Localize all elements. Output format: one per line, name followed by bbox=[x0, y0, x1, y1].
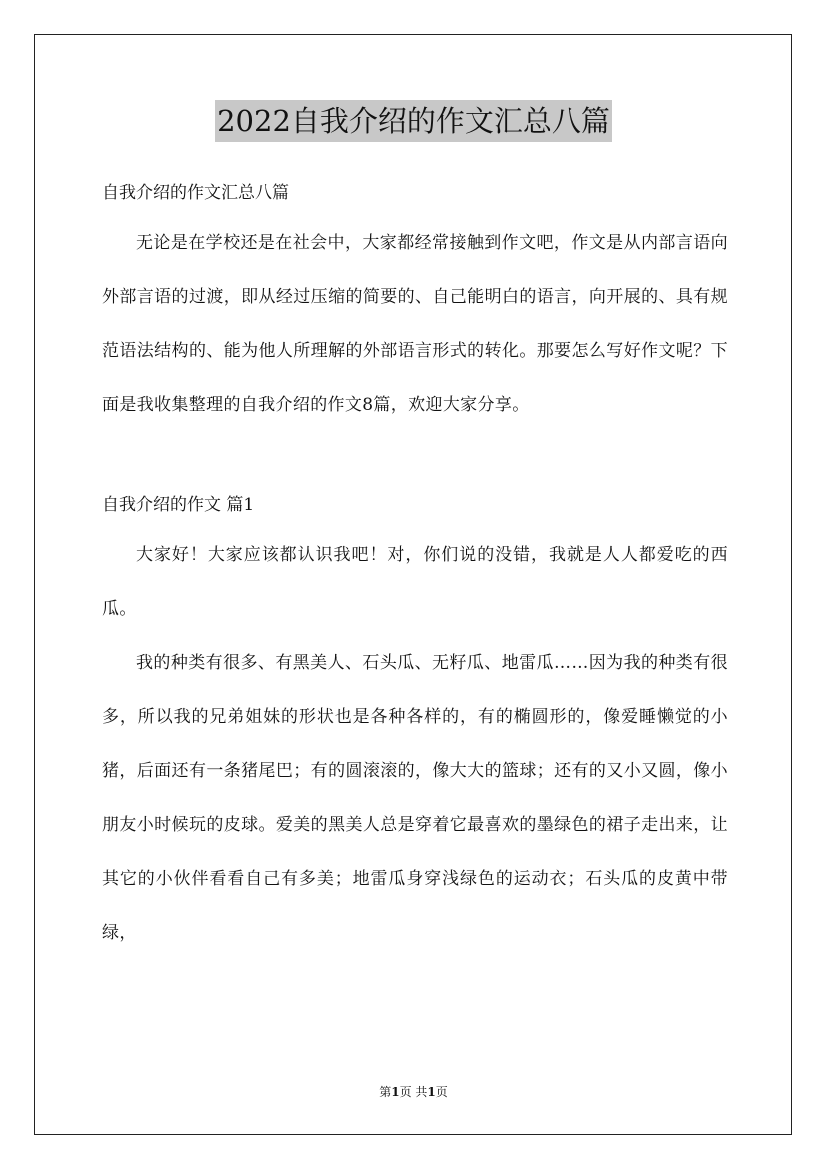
subtitle-heading: 自我介绍的作文汇总八篇 bbox=[102, 183, 289, 203]
title-container bbox=[0, 100, 827, 142]
footer-page-current: 1 bbox=[391, 1085, 400, 1099]
footer-page-prefix: 第 bbox=[379, 1085, 392, 1099]
footer-page-suffix: 页 bbox=[435, 1085, 448, 1099]
section-1-heading: 自我介绍的作文 篇1 bbox=[102, 495, 255, 515]
document-body bbox=[102, 170, 728, 960]
page-footer bbox=[0, 1084, 827, 1100]
section-spacer bbox=[102, 432, 728, 482]
document-title: 2022自我介绍的作文汇总八篇 bbox=[215, 100, 612, 142]
section-1-paragraph-1: 大家好！大家应该都认识我吧！对，你们说的没错，我就是人人都爱吃的西瓜。 bbox=[102, 545, 728, 619]
intro-paragraph: 无论是在学校还是在社会中，大家都经常接触到作文吧，作文是从内部言语向外部言语的过渡，即从经过压缩的简要的、自己能明白的语言，向开展的、具有规范语法结构的、能为他人所理解的外部语言形式的转化。那要怎么写好作文呢？下面是我收集整理的自我介绍的作文8篇，欢迎大家分享。 bbox=[102, 233, 728, 415]
section-1-paragraph-2: 我的种类有很多、有黑美人、石头瓜、无籽瓜、地雷瓜……因为我的种类有很多，所以我的兄弟姐妹的形状也是各种各样的，有的椭圆形的，像爱睡懒觉的小猪，后面还有一条猪尾巴；有的圆滚滚的，像大大的篮球；还有的又小又圆，像小朋友小时候玩的皮球。爱美的黑美人总是穿着它最喜欢的墨绿色的裙子走出来，让其它的小伙伴看看自己有多美；地雷瓜身穿浅绿色的运动衣；石头瓜的皮黄中带绿， bbox=[102, 653, 728, 943]
footer-page-total: 1 bbox=[427, 1085, 436, 1099]
footer-page-mid: 页 共 bbox=[399, 1085, 428, 1099]
